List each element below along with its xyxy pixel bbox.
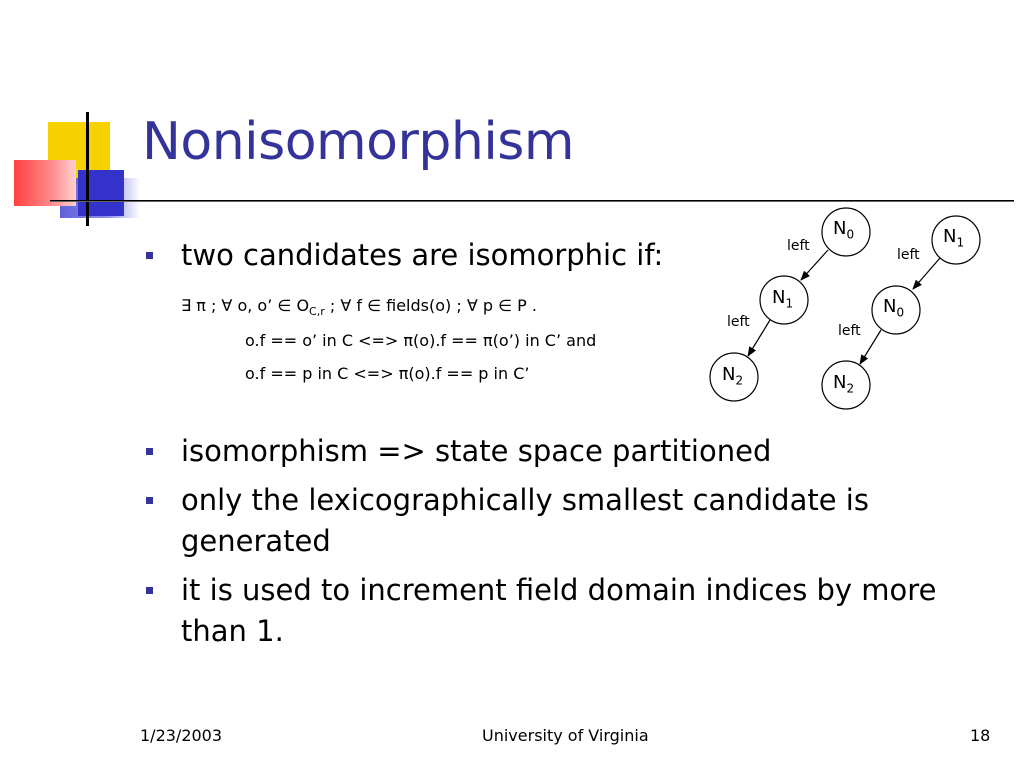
formula-set: O <box>296 296 310 315</box>
slide-title: Nonisomorphism <box>142 112 575 172</box>
forall-symbol: ∀ <box>221 296 233 315</box>
decor-blue-block <box>78 170 124 216</box>
formula-line-3 <box>245 364 529 384</box>
element-of-symbol: ∈ <box>277 296 292 315</box>
formula-fields: fields(o) <box>386 296 452 315</box>
forall-symbol: ∀ <box>340 296 352 315</box>
tree2-root-label: $N_1$ <box>943 226 965 250</box>
tree1-edge-1 <box>801 250 828 280</box>
separator: ; <box>210 296 217 315</box>
tree1-edge-label-1: left <box>787 238 810 254</box>
element-of-symbol: ∈ <box>367 296 382 315</box>
tree1-edge-label-2: left <box>727 314 750 330</box>
formula-text: o.f == p in C <=> <box>245 364 399 383</box>
pi-symbol: π <box>403 331 414 350</box>
tree2-edge-label-1: left <box>897 247 920 263</box>
forall-symbol: ∀ <box>466 296 478 315</box>
pi-symbol: π <box>398 364 409 383</box>
tree-diagram <box>700 200 1020 420</box>
tree1-leaf-label: $N_2$ <box>722 364 744 388</box>
bullet-4-line-1: it is used to increment field domain indices by more <box>181 573 937 607</box>
bullet-marker <box>146 448 153 455</box>
formula-var-f: f <box>356 296 362 315</box>
formula-text: o.f == o’ in C <=> <box>245 331 404 350</box>
element-of-symbol: ∈ <box>498 296 513 315</box>
footer-page-number: 18 <box>970 726 991 745</box>
footer-organization: University of Virginia <box>482 726 649 745</box>
bullet-1: two candidates are isomorphic if: <box>181 238 664 272</box>
tree1-root-label: $N_0$ <box>833 218 855 242</box>
bullet-4-line-2: than 1. <box>181 614 284 648</box>
bullet-marker <box>146 587 153 594</box>
formula-text: (o).f == <box>413 331 484 350</box>
bullet-3-line-2: generated <box>181 524 331 558</box>
bullet-3-line-1: only the lexicographically smallest candidate is <box>181 483 869 517</box>
pi-symbol: π <box>196 296 206 315</box>
bullet-marker <box>146 252 153 259</box>
separator: ; <box>456 296 462 315</box>
formula-var-p: p <box>482 296 494 315</box>
tree2-edge-label-2: left <box>838 323 861 339</box>
decor-vertical-line <box>86 112 89 226</box>
formula-text: (o).f == p in C’ <box>408 364 530 383</box>
bullet-2: isomorphism => state space partitioned <box>181 434 772 468</box>
tree1-edge-2 <box>748 320 770 356</box>
exists-symbol: ∃ <box>181 296 192 315</box>
formula-set-subscript: C,r <box>309 305 325 319</box>
bullet-marker <box>146 497 153 504</box>
formula-text: (o’) in C’ and <box>492 331 597 350</box>
tree2-edge-2 <box>860 330 881 364</box>
formula-vars: o, o’ <box>237 296 273 315</box>
tree2-leaf-label: $N_2$ <box>833 372 855 396</box>
separator: ; <box>329 296 336 315</box>
tree1-mid-label: $N_1$ <box>772 287 794 311</box>
formula-set-P: P . <box>517 296 537 315</box>
footer-date: 1/23/2003 <box>140 726 223 745</box>
formula-line-1 <box>181 296 537 322</box>
tree2-mid-label: $N_0$ <box>883 296 905 320</box>
formula-line-2 <box>245 331 596 351</box>
pi-symbol: π <box>483 331 493 350</box>
